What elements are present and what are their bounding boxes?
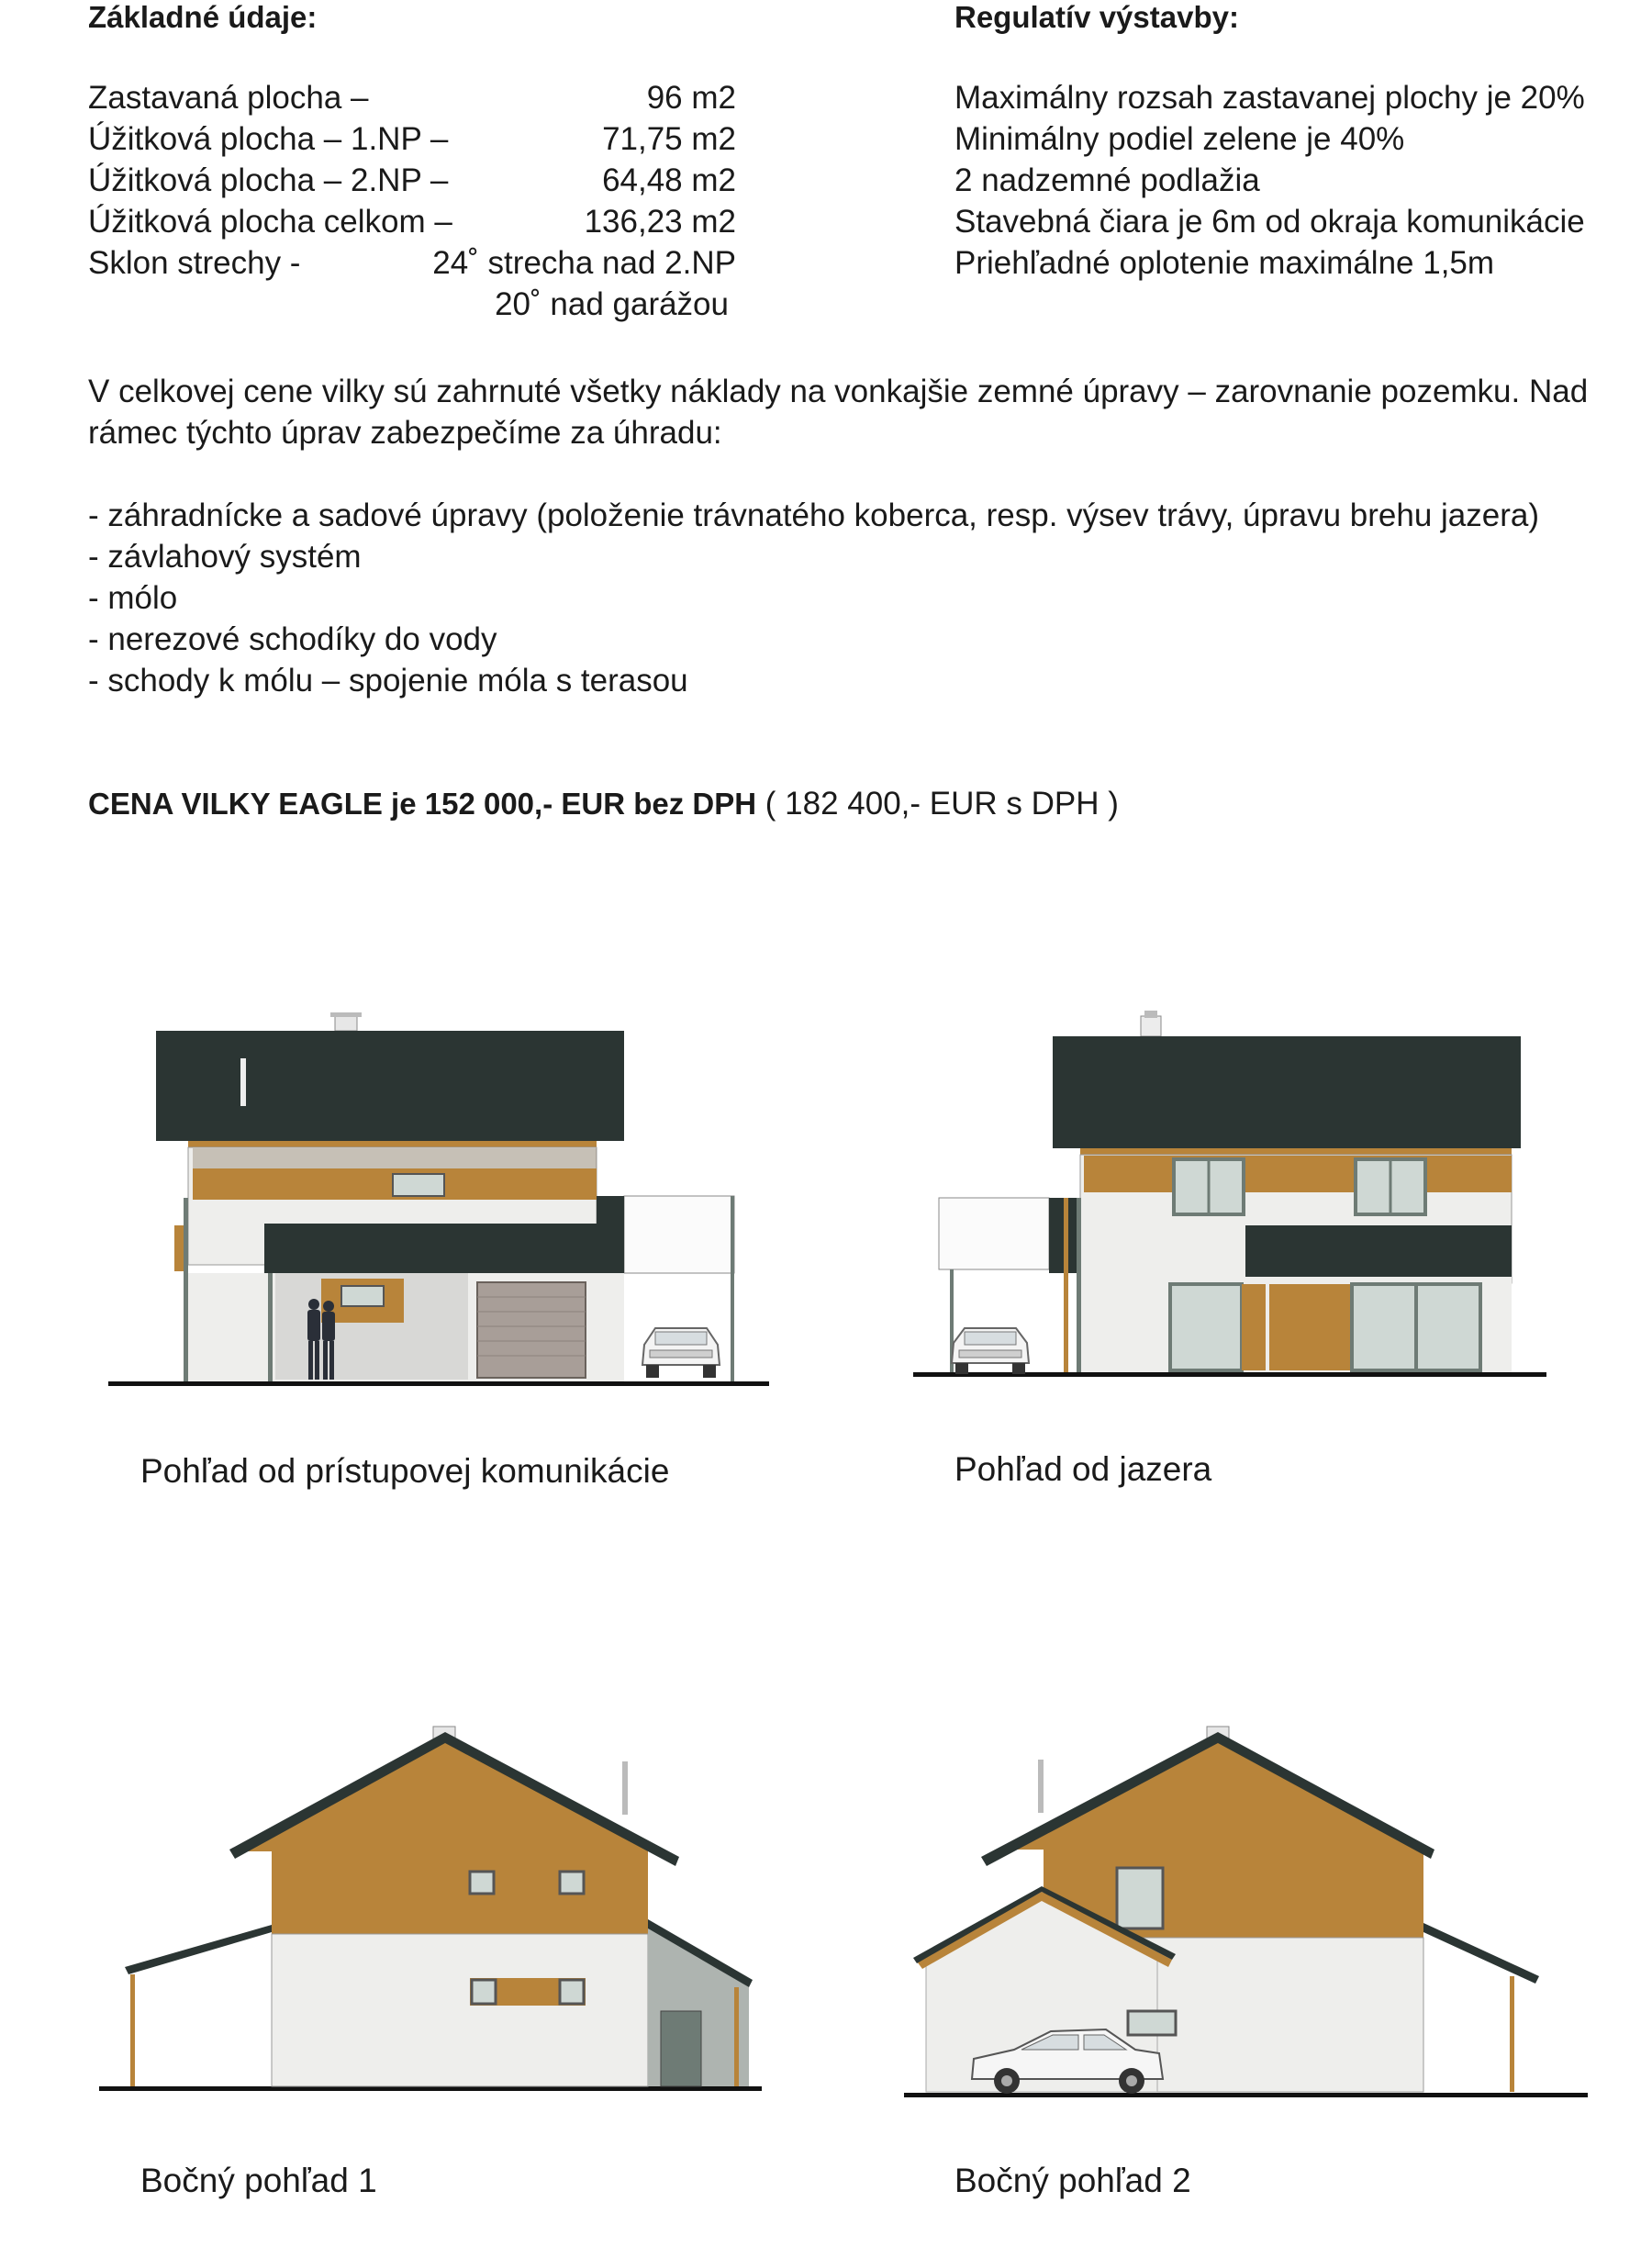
extras-list-item: - schody k mólu – spojenie móla s terasou (88, 663, 688, 699)
regulation-heading: Regulatív výstavby: (954, 0, 1239, 34)
right-canopy (1423, 1923, 1539, 1984)
basic-row-value: 64,48 m2 (602, 162, 736, 198)
ground-line (99, 2086, 762, 2091)
basic-row-value: 136,23 m2 (584, 204, 736, 240)
window (1117, 1868, 1163, 1928)
caption-lake: Pohľad od jazera (954, 1450, 1212, 1488)
car (952, 1328, 1029, 1374)
basic-row (88, 242, 736, 284)
caption-side1: Bočný pohľad 1 (140, 2162, 377, 2199)
car (642, 1328, 720, 1378)
window (1128, 2011, 1176, 2035)
extras-list-item: - záhradnícke a sadové úpravy (položenie trávnatého koberca, resp. výsev trávy, úpravu brehu jazera) (88, 497, 1540, 533)
regulation-line: Stavebná čiara je 6m od okraja komunikácie (954, 204, 1585, 240)
extras-list-item: - mólo (88, 580, 178, 616)
basic-row-value: 71,75 m2 (602, 121, 736, 157)
window (472, 1980, 496, 2004)
regulation-line: 2 nadzemné podlažia (954, 162, 1260, 198)
side-door (661, 2011, 701, 2086)
lake-elevation-drawing (913, 1005, 1574, 1400)
regulation-line: Maximálny rozsah zastavanej plochy je 20% (954, 80, 1585, 116)
wall (272, 1934, 648, 2086)
extras-list-item: - závlahový systém (88, 539, 362, 575)
glass-door (1170, 1284, 1242, 1370)
basic-row (88, 77, 736, 118)
front-elevation-drawing (101, 1005, 780, 1400)
gable-wood (1014, 1739, 1423, 1850)
lower-roof (1245, 1225, 1512, 1277)
price-bold: CENA VILKY EAGLE je 152 000,- EUR bez DPH (88, 787, 757, 821)
window (560, 1872, 584, 1894)
side2-elevation-drawing (904, 1712, 1602, 2116)
regulation-line: Minimálny podiel zelene je 40% (954, 121, 1405, 157)
basic-row-label: Sklon strechy - (88, 245, 301, 281)
basic-row-value: 24˚ strecha nad 2.NP (432, 245, 736, 281)
price-normal: ( 182 400,- EUR s DPH ) (756, 786, 1119, 822)
basic-row-extra-value: 20˚ nad garážou (495, 286, 729, 322)
roof (156, 1031, 624, 1141)
regulation-line: Priehľadné oplotenie maximálne 1,5m (954, 245, 1495, 281)
lower-roof (264, 1224, 624, 1273)
glass-door (1352, 1284, 1416, 1370)
gable-wood (239, 1739, 652, 1851)
caption-front: Pohľad od prístupovej komunikácie (140, 1452, 670, 1490)
extras-list-item: - nerezové schodíky do vody (88, 621, 497, 657)
basic-row-label: Úžitková plocha celkom – (88, 204, 452, 240)
price-line (88, 783, 1119, 824)
extras-list (88, 495, 1539, 701)
window (393, 1174, 444, 1196)
basic-row-label: Zastavaná plocha – (88, 80, 369, 116)
basic-row-label: Úžitková plocha – 2.NP – (88, 162, 449, 198)
glass-door (1416, 1284, 1480, 1370)
ground-line (108, 1381, 769, 1386)
wood-cladding (1084, 1156, 1512, 1192)
basic-row (88, 118, 736, 160)
window (470, 1872, 494, 1894)
ground-line (913, 1372, 1546, 1377)
side1-elevation-drawing (92, 1712, 771, 2116)
left-canopy (125, 1925, 272, 1974)
basic-heading: Základné údaje: (88, 0, 318, 34)
caption-side2: Bočný pohľad 2 (954, 2162, 1191, 2199)
basic-row-label: Úžitková plocha – 1.NP – (88, 121, 449, 157)
basic-row (88, 201, 736, 242)
basic-row (88, 160, 736, 201)
price-paragraph: V celkovej cene vilky sú zahrnuté všetky náklady na vonkajšie zemné úpravy – zarovnanie pozemku. Nad rámec týchto úprav zabezpečíme za úhradu: (88, 374, 1589, 451)
chimney (1141, 1016, 1161, 1036)
basic-row-value: 96 m2 (646, 80, 736, 116)
roof (1053, 1036, 1521, 1148)
basic-row-extra (88, 284, 736, 325)
window (560, 1980, 584, 2004)
